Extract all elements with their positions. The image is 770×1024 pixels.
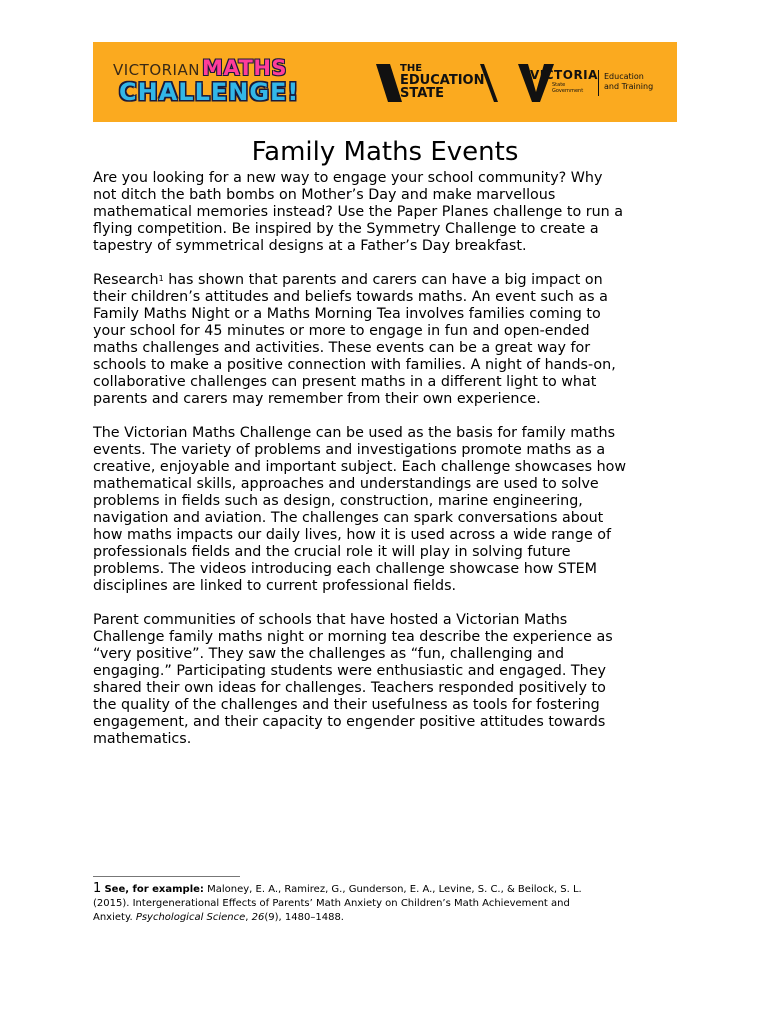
paragraph-line: problems in fields such as design, construction, marine engineering,: [93, 493, 583, 509]
paragraph-line: Parent communities of schools that have hosted a Victorian Maths: [93, 612, 568, 628]
paragraph-line: the quality of the challenges and their usefulness as tools for fostering: [93, 697, 600, 713]
paragraph-line: your school for 45 minutes or more to engage in fun and open-ended: [93, 323, 590, 339]
paragraph-line: maths challenges and activities. These events can be a great way for: [93, 340, 591, 356]
paragraph-vmc-basis: [93, 425, 683, 595]
footnote-line3-pre: Anxiety.: [93, 912, 136, 923]
paragraph-line: Are you looking for a new way to engage your school community? Why: [93, 170, 603, 186]
footnote-separator: [93, 876, 240, 877]
logo-victorian-text: VICTORIAN: [113, 61, 200, 79]
dept-training: and Training: [604, 82, 654, 91]
paragraph-line: collaborative challenges can present maths in a different light to what: [93, 374, 597, 390]
paragraph-line: mathematics.: [93, 731, 192, 747]
paragraph-line: creative, enjoyable and important subject. Each challenge showcases how: [93, 459, 627, 475]
paragraph-line: engagement, and their capacity to engender positive attitudes towards: [93, 714, 606, 730]
footnote-authors: Maloney, E. A., Ramirez, G., Gunderson, E. A., Levine, S. C., & Beilock, S. L.: [203, 884, 582, 895]
footnote-journal: Psychological Science: [135, 912, 246, 923]
footnote-number: 1: [93, 881, 102, 896]
paragraph-line: problems. The videos introducing each challenge showcase how STEM: [93, 561, 597, 577]
research-line-rest: has shown that parents and carers can have a big impact on: [163, 272, 603, 288]
paragraph-line: tapestry of symmetrical designs at a Father’s Day breakfast.: [93, 238, 527, 254]
footnote: [93, 882, 683, 925]
victoria-state: State: [552, 82, 566, 88]
paragraph-line: not ditch the bath bombs on Mother’s Day and make marvellous: [93, 187, 556, 203]
paragraph-line: The Victorian Maths Challenge can be used as the basis for family maths: [93, 425, 616, 441]
victoria-wordmark: VICTORIA: [530, 68, 598, 82]
footnote-line3-mid: ,: [245, 912, 252, 923]
paragraph-line: parents and carers may remember from their own experience.: [93, 391, 541, 407]
research-word: Research: [93, 272, 159, 288]
footnote-reference[interactable]: 1: [158, 274, 164, 283]
paragraph-intro: [93, 170, 683, 255]
paragraph-line: [93, 272, 683, 289]
victorian-maths-challenge-logo: [113, 56, 323, 110]
header-banner: [93, 42, 677, 122]
paragraph-line: “very positive”. They saw the challenges as “fun, challenging and: [93, 646, 565, 662]
paragraph-line: mathematical memories instead? Use the Paper Planes challenge to run a: [93, 204, 624, 220]
education-state-education: EDUCATION: [400, 73, 485, 88]
paragraph-line: schools to make a positive connection with families. A night of hands-on,: [93, 357, 616, 373]
footnote-line: [93, 911, 683, 925]
education-state-the: THE: [400, 63, 423, 74]
dept-education: Education: [604, 72, 644, 81]
paragraph-line: how maths impacts our daily lives, how it is used across a wide range of: [93, 527, 612, 543]
footnote-volume: 26: [251, 912, 265, 923]
paragraph-line: mathematical skills, approaches and understandings are used to solve: [93, 476, 599, 492]
paragraph-line: shared their own ideas for challenges. Teachers responded positively to: [93, 680, 606, 696]
footnote-lead: See, for example:: [104, 884, 204, 895]
education-state-logo: [376, 62, 501, 104]
paragraph-line: professionals fields and the crucial role it will play in solving future: [93, 544, 571, 560]
paragraph-line: events. The variety of problems and investigations promote maths as a: [93, 442, 606, 458]
victoria-government: Government: [552, 88, 584, 94]
paragraph-line: disciplines are linked to current professional fields.: [93, 578, 457, 594]
logo-divider: [598, 70, 599, 96]
footnote-line: (2015). Intergenerational Effects of Parents’ Math Anxiety on Children’s Math Achievement and: [93, 898, 570, 909]
paragraph-line: Family Maths Night or a Maths Morning Tea involves families coming to: [93, 306, 601, 322]
paragraph-line: engaging.” Participating students were enthusiastic and engaged. They: [93, 663, 606, 679]
education-state-state: STATE: [400, 86, 445, 101]
paragraph-line: flying competition. Be inspired by the Symmetry Challenge to create a: [93, 221, 599, 237]
paragraph-parent-communities: [93, 612, 683, 748]
page-title: Family Maths Events: [251, 137, 519, 167]
paragraph-research: [93, 272, 683, 408]
paragraph-line: Challenge family maths night or morning tea describe the experience as: [93, 629, 613, 645]
footnote-line3-post: (9), 1480–1488.: [264, 912, 344, 923]
logo-challenge-text: CHALLENGE!: [119, 78, 300, 106]
footnote-line: [93, 882, 683, 897]
paragraph-line: their children’s attitudes and beliefs towards maths. An event such as a: [93, 289, 608, 305]
paragraph-line: navigation and aviation. The challenges can spark conversations about: [93, 510, 604, 526]
victoria-government-logo: [518, 62, 668, 104]
logo-maths-text: MATHS: [201, 56, 288, 80]
